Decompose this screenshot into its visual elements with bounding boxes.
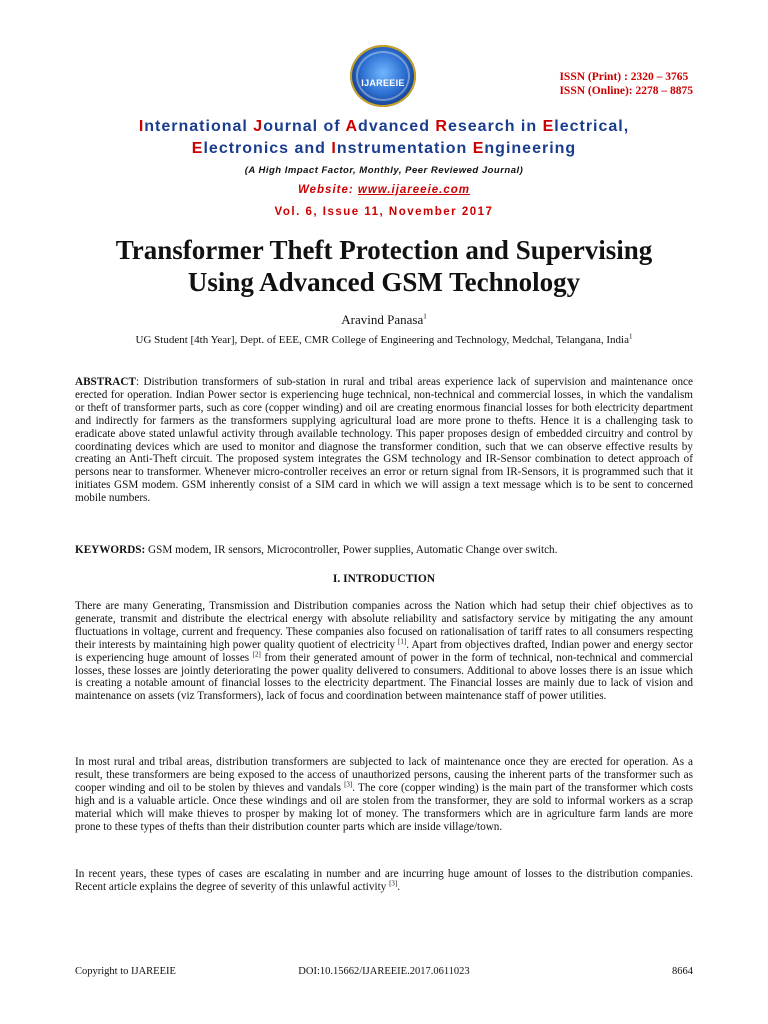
keywords-text: GSM modem, IR sensors, Microcontroller, Power supplies, Automatic Change over switch.	[145, 544, 558, 556]
abstract-label: ABSTRACT	[75, 376, 136, 388]
journal-word: ournal of	[263, 118, 346, 135]
citation-ref: [1]	[398, 636, 407, 645]
citation-ref: [2]	[252, 649, 261, 658]
intro-paragraph-3	[75, 868, 693, 894]
journal-word: nstrumentation	[336, 140, 473, 157]
author-sup: 1	[423, 312, 427, 321]
website-label: Website:	[297, 184, 358, 196]
issn-block	[559, 70, 693, 98]
journal-tagline: (A High Impact Factor, Monthly, Peer Reviewed Journal)	[244, 165, 524, 176]
journal-initial: E	[472, 140, 485, 157]
affiliation-text: UG Student [4th Year], Dept. of EEE, CMR College of Engineering and Technology, Medchal, Telangana, India	[135, 334, 629, 346]
footer-copyright: Copyright to IJAREEIE	[75, 966, 176, 977]
affiliation-sup: 1	[628, 332, 633, 341]
citation-ref: [3]	[344, 780, 353, 789]
abstract	[75, 376, 693, 505]
logo-text: IJAREEIE	[361, 78, 405, 88]
journal-initial: A	[345, 118, 359, 135]
volume-issue: Vol. 6, Issue 11, November 2017	[274, 206, 494, 218]
footer-page-number: 8664	[672, 966, 693, 977]
journal-word: lectronics and	[203, 140, 332, 157]
issn-print: ISSN (Print) : 2320 – 3765	[559, 71, 689, 83]
paragraph-text: .	[397, 880, 401, 893]
journal-initial: R	[435, 118, 448, 135]
journal-logo	[350, 45, 416, 107]
logo-ring	[356, 51, 410, 101]
keywords-label: KEYWORDS:	[75, 544, 146, 556]
intro-paragraph-1	[75, 600, 693, 703]
journal-initial: E	[542, 118, 555, 135]
paper-title-line2: Using Advanced GSM Technology	[187, 267, 581, 297]
journal-name-line1	[0, 118, 768, 136]
journal-word: nternational	[144, 118, 254, 135]
journal-initial: J	[253, 118, 264, 135]
author-affiliation	[0, 334, 768, 346]
journal-name-line2	[0, 140, 768, 158]
journal-initial: E	[191, 140, 204, 157]
paper-title	[0, 234, 768, 298]
abstract-text: : Distribution transformers of sub-station in rural and tribal areas experience lack of supervision and maintenance once erected for operation. Indian Power sector is experiencing huge technical, non-technical and commercial losses, in which the vandalism or theft of transformer parts, such as core (copper winding) and oil are creating enormous financial losses for both electricity department and indirectly for farmers as the transformers supplying agricultural load are more prone to thefts. Hence it is a challenging task to eradicate above stated unlawful activity through available technology. This paper proposes design of embedded circuitry and control by coordinating devices which are used to monitor and diagnose the transformer condition, such that we can observe effective results by creating an Anti-Theft circuit. The proposed system integrates the GSM technology and IR-Sensor combination to detect approach of persons near to transformer. Whenever micro-controller receives an error or return signal from IR-Sensors, it is programmed such that it initiates GSM modem. GSM inherently consist of a SIM card in which we will assign a text message which is to be sent to concerned mobile numbers.	[75, 376, 693, 505]
journal-word: dvanced	[358, 118, 436, 135]
journal-initial: I	[331, 140, 337, 157]
journal-website	[0, 184, 768, 196]
issn-online: ISSN (Online): 2278 – 8875	[559, 85, 693, 97]
journal-word: ngineering	[484, 140, 577, 157]
paragraph-text: from their generated amount of power in the form of technical, non-technical and commercial losses, these losses are jointly deteriorating the power quality delivered to consumers. Additional to above losses there is an issue which is creating a notable amount of financial losses to the electricity department. The Financial losses are mainly due to lack of vision and maintenance on assets (viz Transformers), lack of focus and coordination between maintenance staff of power utilities.	[75, 651, 693, 703]
paragraph-text: There are many Generating, Transmission and Distribution companies across the Nation which had setup their chief objectives as to generate, transmit and distribute the electrical energy with absolute reliability and satisfactory service by mitigating the any amount fluctuations in voltage, current and frequency. These companies also focused on rationalisation of tariff rates to all consumers respecting their interests by maintaining high power quality quotient of electricity	[75, 600, 693, 651]
journal-initial: I	[138, 118, 145, 135]
paragraph-text: In most rural and tribal areas, distribution transformers are subjected to lack of maintenance once they are erected for operation. As a result, these transformers are being exposed to the access of unauthorized persons, causing the inherent parts of the transformer such as cooper winding and oil to be stolen by thieves and vandals	[75, 756, 693, 794]
citation-ref: [3]	[389, 879, 398, 888]
website-link[interactable]: www.ijareeie.com	[357, 184, 470, 196]
author-name	[0, 312, 768, 328]
paragraph-text: In recent years, these types of cases are escalating in number and are incurring huge amount of losses to the distribution companies. Recent article explains the degree of severity of this unlawful activity	[75, 868, 693, 893]
paragraph-text: . Apart from objectives drafted, Indian power and energy sector is experiencing huge amount of losses	[75, 638, 693, 664]
journal-word: esearch in	[447, 118, 543, 135]
journal-word: lectrical,	[554, 118, 630, 135]
paper-title-line1: Transformer Theft Protection and Supervising	[115, 235, 653, 265]
author-text: Aravind Panasa	[341, 312, 424, 327]
intro-paragraph-2	[75, 756, 693, 833]
keywords	[75, 544, 693, 557]
footer-doi: DOI:10.15662/IJAREEIE.2017.0611023	[298, 966, 470, 977]
paragraph-text: . The core (copper winding) is the main part of the transformer which costs high and is a valuable article. Once these windings and oil are stolen from the transformer, they are sold to informal workers as a scrap material which will make thieves to prosper by making lot of money. The transformers which are in agriculture farm lands are more prone to these types of thefts than their distribution counter parts which are inside village/town.	[75, 781, 694, 833]
section-heading: I. INTRODUCTION	[332, 573, 436, 585]
